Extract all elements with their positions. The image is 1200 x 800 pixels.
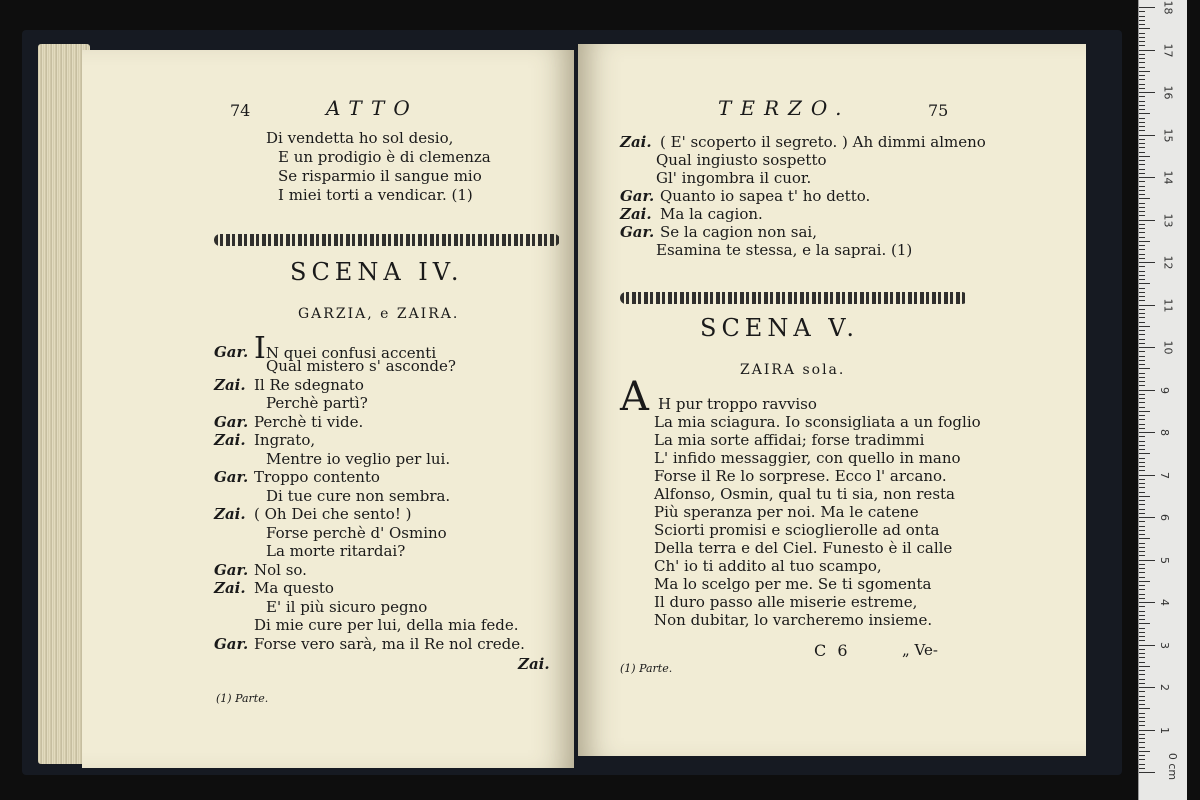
ruler-tick xyxy=(1139,305,1155,306)
ruler-tick xyxy=(1139,730,1155,731)
ruler-tick xyxy=(1139,432,1155,433)
dialogue-line: Nol so. xyxy=(254,561,307,579)
ruler-number: 18 xyxy=(1161,0,1175,15)
ruler-tick xyxy=(1139,504,1145,505)
dialogue-line: Forse perchè d' Osmino xyxy=(266,524,447,542)
ruler-tick xyxy=(1139,7,1155,8)
speaker-label: Zai. xyxy=(214,431,246,449)
ruler-tick xyxy=(1139,101,1145,102)
ruler-tick xyxy=(1139,381,1145,382)
ruler-tick xyxy=(1139,598,1145,599)
dialogue-line: ( Oh Dei che sento! ) xyxy=(254,505,412,523)
ruler-tick xyxy=(1139,130,1145,131)
ruler-tick xyxy=(1139,436,1145,437)
ruler-tick xyxy=(1139,292,1145,293)
ruler-tick xyxy=(1139,113,1150,114)
monologue-line: La mia sciagura. Io sconsigliata a un foglio xyxy=(654,413,981,431)
ruler-tick xyxy=(1139,751,1150,752)
ruler-tick xyxy=(1139,152,1145,153)
dialogue-line: Il Re sdegnato xyxy=(254,376,364,394)
ruler-number: 13 xyxy=(1161,213,1175,227)
dialogue-line: Di mie cure per lui, della mia fede. xyxy=(254,616,519,634)
ruler-tick xyxy=(1139,58,1145,59)
ruler-tick xyxy=(1139,194,1145,195)
ruler-tick xyxy=(1139,147,1145,148)
ruler-tick xyxy=(1139,109,1145,110)
ruler-tick xyxy=(1139,24,1145,25)
ruler-tick xyxy=(1139,708,1150,709)
dialogue-line: Ingrato, xyxy=(254,431,316,449)
signature-mark: C 6 xyxy=(814,641,851,660)
dialogue-line: Ma questo xyxy=(254,579,334,597)
ruler-tick xyxy=(1139,679,1145,680)
ruler-tick xyxy=(1139,717,1145,718)
ruler-tick xyxy=(1139,249,1145,250)
ruler-tick xyxy=(1139,322,1145,323)
ruler-tick xyxy=(1139,611,1145,612)
monologue-line: Alfonso, Osmin, qual tu ti sia, non resta xyxy=(654,485,955,503)
ruler-tick xyxy=(1139,458,1145,459)
ruler-tick xyxy=(1139,368,1150,369)
ruler-tick xyxy=(1139,339,1145,340)
ruler-tick xyxy=(1139,228,1145,229)
ruler-tick xyxy=(1139,105,1145,106)
ruler-number: 14 xyxy=(1161,170,1175,185)
footnote: (1) Parte. xyxy=(620,662,673,675)
monologue-line: Ch' io ti addito al tuo scampo, xyxy=(654,557,882,575)
dialogue-line: Di tue cure non sembra. xyxy=(266,487,451,505)
ruler-tick xyxy=(1139,517,1155,518)
ruler-tick xyxy=(1139,615,1145,616)
ruler-tick xyxy=(1139,538,1150,539)
speaker-label: Gar. xyxy=(214,413,249,431)
ruler-tick xyxy=(1139,555,1145,556)
ruler-tick xyxy=(1139,262,1155,263)
speaker-label: Zai. xyxy=(214,505,246,523)
dialogue-line: Ma la cagion. xyxy=(660,205,763,223)
ruler-tick xyxy=(1139,126,1145,127)
ruler-number: 1 xyxy=(1158,726,1171,734)
ruler-tick xyxy=(1139,534,1145,535)
ruler-tick xyxy=(1139,173,1145,174)
ruler-tick xyxy=(1139,20,1145,21)
ruler-tick xyxy=(1139,75,1145,76)
catchword: „ Ve- xyxy=(902,641,938,659)
ruler-tick xyxy=(1139,700,1145,701)
ruler-tick xyxy=(1139,683,1145,684)
measurement-ruler xyxy=(1138,0,1187,800)
ruler-tick xyxy=(1139,462,1145,463)
ruler-tick xyxy=(1139,237,1145,238)
ruler-tick xyxy=(1139,300,1145,301)
ruler-number: 15 xyxy=(1161,128,1175,142)
ruler-tick xyxy=(1139,50,1155,51)
ruler-tick xyxy=(1139,623,1150,624)
right-running-head: TERZO. xyxy=(718,96,851,120)
ruler-tick xyxy=(1139,666,1150,667)
ruler-tick xyxy=(1139,211,1145,212)
ruler-tick xyxy=(1139,500,1145,501)
ruler-tick xyxy=(1139,360,1145,361)
verse-line: I miei torti a vendicar. (1) xyxy=(278,186,473,204)
monologue-line: La mia sorte affidai; forse tradimmi xyxy=(654,431,925,449)
ruler-tick xyxy=(1139,483,1145,484)
ruler-tick xyxy=(1139,364,1145,365)
ruler-tick xyxy=(1139,415,1145,416)
ruler-tick xyxy=(1139,385,1145,386)
ruler-tick xyxy=(1139,271,1145,272)
monologue-line: H pur troppo ravviso xyxy=(658,395,817,413)
ruler-tick xyxy=(1139,713,1145,714)
ruler-number: 17 xyxy=(1161,43,1175,57)
monologue-line: Più speranza per noi. Ma le catene xyxy=(654,503,919,521)
speaker-label: Zai. xyxy=(214,579,246,597)
ruler-tick xyxy=(1139,347,1155,348)
right-page xyxy=(578,44,1086,756)
ruler-tick xyxy=(1139,657,1145,658)
ruler-tick xyxy=(1139,190,1145,191)
scene-characters: GARZIA, e ZAIRA. xyxy=(298,306,460,322)
ruler-number: 8 xyxy=(1158,429,1171,436)
ruler-tick xyxy=(1139,649,1145,650)
ruler-tick xyxy=(1139,772,1155,773)
dialogue-line: IN quei confusi accenti xyxy=(254,331,437,366)
ruler-tick xyxy=(1139,577,1145,578)
ruler-tick xyxy=(1139,377,1145,378)
dialogue-line: La morte ritardai? xyxy=(266,542,406,560)
ruler-tick xyxy=(1139,334,1145,335)
ruler-tick xyxy=(1139,402,1145,403)
ruler-tick xyxy=(1139,470,1145,471)
ruler-number: 10 xyxy=(1161,340,1175,355)
ruler-tick xyxy=(1139,585,1145,586)
ruler-tick xyxy=(1139,92,1155,93)
scene-title: SCENA IV. xyxy=(290,258,464,286)
ruler-tick xyxy=(1139,755,1145,756)
ruler-tick xyxy=(1139,445,1145,446)
ruler-tick xyxy=(1139,475,1155,476)
scene-title: SCENA V. xyxy=(700,314,860,342)
ruler-tick xyxy=(1139,198,1150,199)
ruler-tick xyxy=(1139,177,1155,178)
ruler-tick xyxy=(1139,696,1145,697)
ruler-tick xyxy=(1139,28,1150,29)
dialogue-line: ( E' scoperto il segreto. ) Ah dimmi almeno xyxy=(660,133,986,151)
ruler-tick xyxy=(1139,215,1145,216)
dialogue-line: Esamina te stessa, e la saprai. (1) xyxy=(656,241,913,259)
left-page-number: 74 xyxy=(230,101,251,120)
ruler-tick xyxy=(1139,547,1145,548)
ruler-tick xyxy=(1139,530,1145,531)
verse-line: E un prodigio è di clemenza xyxy=(278,148,491,166)
ruler-tick xyxy=(1139,691,1145,692)
ruler-tick xyxy=(1139,734,1145,735)
ruler-tick xyxy=(1139,759,1145,760)
ruler-tick xyxy=(1139,466,1145,467)
ruler-tick xyxy=(1139,309,1145,310)
monologue-line: Ma lo scelgo per me. Se ti sgomenta xyxy=(654,575,932,593)
ruler-tick xyxy=(1139,640,1145,641)
speaker-label: Gar. xyxy=(620,187,655,205)
left-page xyxy=(82,50,574,768)
ruler-tick xyxy=(1139,560,1155,561)
ruler-tick xyxy=(1139,135,1155,136)
ruler-tick xyxy=(1139,589,1145,590)
ruler-tick xyxy=(1139,283,1150,284)
dialogue-line: Perchè ti vide. xyxy=(254,413,364,431)
ruler-tick xyxy=(1139,564,1145,565)
speaker-label: Gar. xyxy=(214,561,249,579)
ruler-tick xyxy=(1139,266,1145,267)
ruler-tick xyxy=(1139,351,1145,352)
ruler-tick xyxy=(1139,645,1155,646)
ruler-tick xyxy=(1139,356,1145,357)
ruler-tick xyxy=(1139,241,1150,242)
ruler-tick xyxy=(1139,317,1145,318)
ruler-tick xyxy=(1139,419,1145,420)
ruler-tick xyxy=(1139,441,1145,442)
ruler-tick xyxy=(1139,411,1150,412)
ruler-tick xyxy=(1139,181,1145,182)
ruler-tick xyxy=(1139,453,1150,454)
ruler-tick xyxy=(1139,343,1145,344)
dialogue-line: Gl' ingombra il cuor. xyxy=(656,169,812,187)
ruler-number: 5 xyxy=(1158,556,1171,564)
ruler-tick xyxy=(1139,296,1145,297)
ruler-tick xyxy=(1139,594,1145,595)
dialogue-line: Mentre io veglio per lui. xyxy=(266,450,451,468)
ruler-tick xyxy=(1139,428,1145,429)
ruler-tick xyxy=(1139,526,1145,527)
ruler-tick xyxy=(1139,628,1145,629)
verse-line: Se risparmio il sangue mio xyxy=(278,167,482,185)
ruler-tick xyxy=(1139,492,1145,493)
ruler-tick xyxy=(1139,258,1145,259)
ruler-tick xyxy=(1139,551,1145,552)
speaker-label: Zai. xyxy=(214,376,246,394)
ruler-tick xyxy=(1139,232,1145,233)
ruler-number: 6 xyxy=(1158,514,1171,521)
ruler-tick xyxy=(1139,725,1145,726)
ruler-tick xyxy=(1139,203,1145,204)
scene-characters: ZAIRA sola. xyxy=(740,362,846,378)
ruler-number: 7 xyxy=(1158,471,1171,479)
ruler-tick xyxy=(1139,186,1145,187)
monologue-line: Della terra e del Ciel. Funesto è il calle xyxy=(654,539,953,557)
ruler-tick xyxy=(1139,16,1145,17)
ruler-number: 4 xyxy=(1158,599,1171,606)
speaker-label: Zai. xyxy=(620,205,652,223)
ruler-tick xyxy=(1139,224,1145,225)
verse-line: Di vendetta ho sol desio, xyxy=(266,129,454,147)
ruler-tick xyxy=(1139,245,1145,246)
ruler-tick xyxy=(1139,653,1145,654)
ruler-tick xyxy=(1139,88,1145,89)
monologue-line: Sciorti promisi e scioglierolle ad onta xyxy=(654,521,940,539)
ruler-tick xyxy=(1139,670,1145,671)
ruler-tick xyxy=(1139,373,1145,374)
ruler-tick xyxy=(1139,721,1145,722)
ruler-tick xyxy=(1139,156,1150,157)
ruler-tick xyxy=(1139,738,1145,739)
ruler-tick xyxy=(1139,313,1145,314)
ruler-tick xyxy=(1139,164,1145,165)
ruler-tick xyxy=(1139,11,1145,12)
ruler-tick xyxy=(1139,449,1145,450)
ruler-tick xyxy=(1139,207,1145,208)
ruler-tick xyxy=(1139,122,1145,123)
ruler-tick xyxy=(1139,54,1145,55)
monologue-line: Forse il Re lo sorprese. Ecco l' arcano. xyxy=(654,467,947,485)
ruler-tick xyxy=(1139,513,1145,514)
ruler-tick xyxy=(1139,160,1145,161)
ruler-number: 2 xyxy=(1158,684,1171,691)
speaker-label: Zai. xyxy=(620,133,652,151)
ruler-tick xyxy=(1139,764,1145,765)
monologue-line: Non dubitar, lo varcheremo insieme. xyxy=(654,611,933,629)
ruler-tick xyxy=(1139,543,1145,544)
ruler-tick xyxy=(1139,509,1145,510)
monologue-line: L' infido messaggier, con quello in mano xyxy=(654,449,961,467)
dialogue-line: Qual mistero s' asconde? xyxy=(266,357,456,375)
ruler-number: 16 xyxy=(1161,85,1175,100)
ruler-tick xyxy=(1139,747,1145,748)
ruler-tick xyxy=(1139,632,1145,633)
ruler-tick xyxy=(1139,687,1155,688)
ruler-tick xyxy=(1139,602,1155,603)
dialogue-line: Quanto io sapea t' ho detto. xyxy=(660,187,871,205)
ruler-tick xyxy=(1139,704,1145,705)
monologue-line: Il duro passo alle miserie estreme, xyxy=(654,593,918,611)
catchword: Zai. xyxy=(518,655,550,673)
ruler-tick xyxy=(1139,606,1145,607)
ruler-tick xyxy=(1139,390,1155,391)
ruler-tick xyxy=(1139,79,1145,80)
ornament-divider xyxy=(620,292,968,304)
ruler-tick xyxy=(1139,275,1145,276)
ruler-tick xyxy=(1139,71,1150,72)
ruler-tick xyxy=(1139,326,1150,327)
dialogue-line: Qual ingiusto sospetto xyxy=(656,151,827,169)
dialogue-line: Perchè partì? xyxy=(266,394,368,412)
drop-cap: A xyxy=(620,374,649,420)
ruler-tick xyxy=(1139,279,1145,280)
ruler-tick xyxy=(1139,487,1145,488)
ruler-tick xyxy=(1139,254,1145,255)
ruler-tick xyxy=(1139,424,1145,425)
ruler-tick xyxy=(1139,394,1145,395)
dialogue-line: Troppo contento xyxy=(254,468,380,486)
dialogue-line: E' il più sicuro pegno xyxy=(266,598,428,616)
ruler-tick xyxy=(1139,33,1145,34)
ruler-tick xyxy=(1139,496,1150,497)
dialogue-line: Se la cagion non sai, xyxy=(660,223,817,241)
ruler-tick xyxy=(1139,330,1145,331)
ruler-tick xyxy=(1139,479,1145,480)
speaker-label: Gar. xyxy=(214,468,249,486)
ruler-tick xyxy=(1139,62,1145,63)
ruler-tick xyxy=(1139,96,1145,97)
ruler-number: 3 xyxy=(1158,641,1171,649)
footnote: (1) Parte. xyxy=(216,692,269,705)
dialogue-line: Forse vero sarà, ma il Re nol crede. xyxy=(254,635,525,653)
ruler-tick xyxy=(1139,581,1150,582)
ruler-tick xyxy=(1139,67,1145,68)
ruler-tick xyxy=(1139,636,1145,637)
ruler-tick xyxy=(1139,768,1145,769)
speaker-label: Gar. xyxy=(214,343,249,361)
ruler-tick xyxy=(1139,572,1145,573)
ruler-tick xyxy=(1139,118,1145,119)
ruler-tick xyxy=(1139,45,1145,46)
ruler-tick xyxy=(1139,84,1145,85)
ruler-tick xyxy=(1139,398,1145,399)
ruler-tick xyxy=(1139,37,1145,38)
ruler-number: 12 xyxy=(1161,255,1175,270)
ruler-tick xyxy=(1139,662,1145,663)
ruler-tick xyxy=(1139,742,1145,743)
speaker-label: Gar. xyxy=(620,223,655,241)
ruler-tick xyxy=(1139,143,1145,144)
ruler-number: 9 xyxy=(1158,386,1171,394)
speaker-label: Gar. xyxy=(214,635,249,653)
ruler-tick xyxy=(1139,568,1145,569)
left-running-head: ATTO xyxy=(326,96,419,120)
ruler-tick xyxy=(1139,169,1145,170)
ruler-number: 11 xyxy=(1161,298,1175,312)
ruler-tick xyxy=(1139,674,1145,675)
ruler-tick xyxy=(1139,619,1145,620)
ruler-tick xyxy=(1139,139,1145,140)
ruler-tick xyxy=(1139,288,1145,289)
ornament-divider xyxy=(214,234,560,246)
right-page-number: 75 xyxy=(928,101,949,120)
ruler-tick xyxy=(1139,41,1145,42)
ruler-unit-label: 0 cm xyxy=(1166,752,1180,781)
ruler-tick xyxy=(1139,521,1145,522)
ruler-tick xyxy=(1139,407,1145,408)
ruler-tick xyxy=(1139,220,1155,221)
